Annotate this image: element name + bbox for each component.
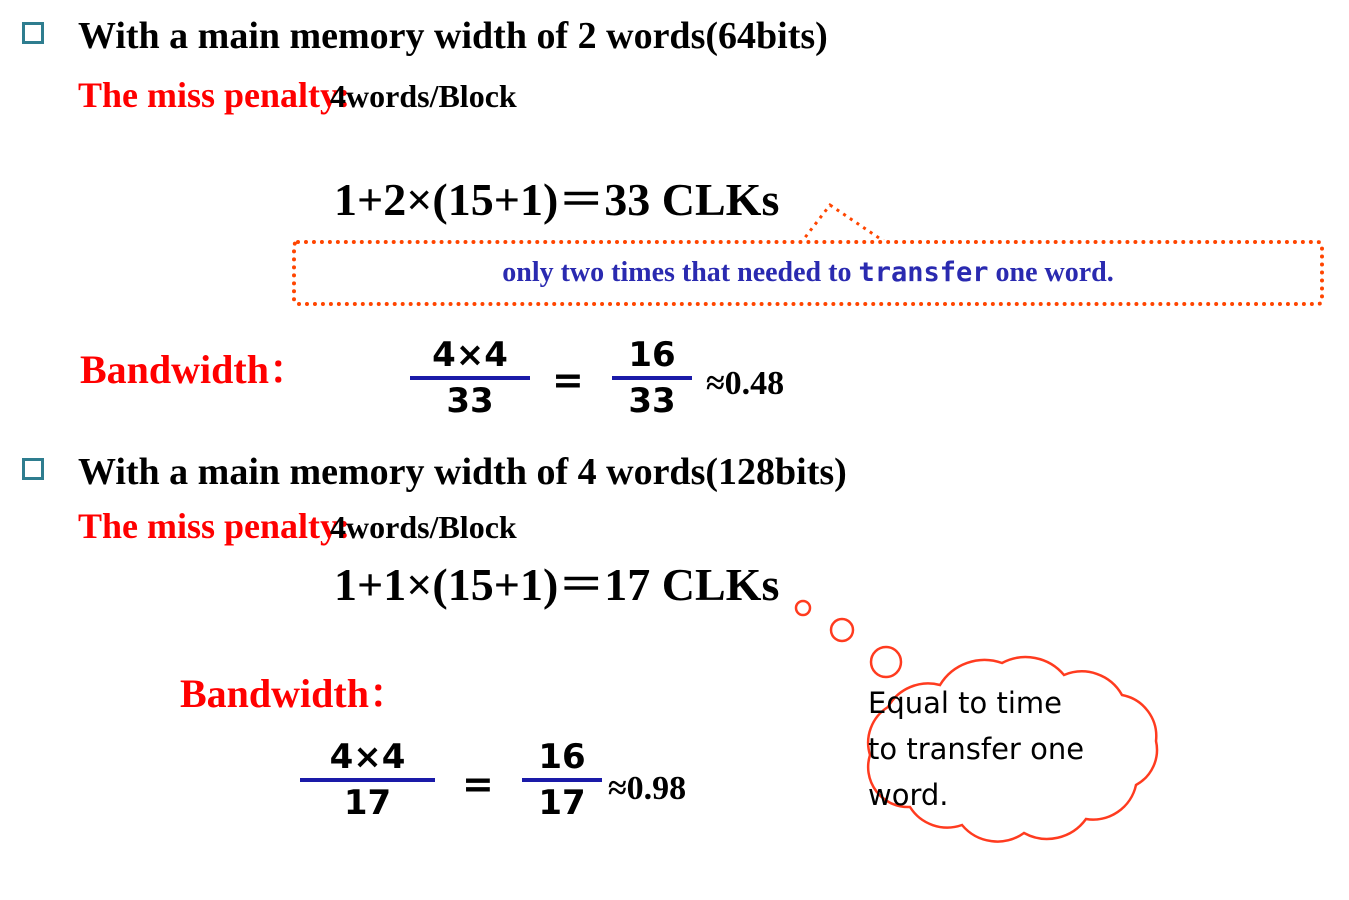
section1-bandwidth-label: Bandwidth： (80, 347, 309, 392)
cloud-text-line1: Equal to time (868, 686, 1063, 720)
callout-text-mono: transfer (858, 257, 989, 288)
callout-text-after: one word. (988, 257, 1114, 288)
section2-heading: With a main memory width of 4 words(128bits) (78, 451, 847, 493)
cloud-callout (780, 580, 1300, 880)
section2-fraction-1 (300, 738, 435, 822)
section1-fraction-1 (410, 336, 530, 420)
section1-fraction-2 (612, 336, 692, 420)
section2-bandwidth-label: Bandwidth： (180, 671, 409, 716)
fraction-bar (300, 778, 435, 782)
fraction-numerator: 4×4 (329, 737, 406, 777)
section1-equation: 1+2×(15+1)＝33 CLKs (334, 174, 780, 225)
cloud-text-line3: word. (868, 778, 949, 812)
section1-heading: With a main memory width of 2 words(64bits) (78, 15, 828, 57)
fraction-numerator: 4×4 (432, 335, 508, 375)
fraction-bar (612, 376, 692, 380)
callout-box (292, 240, 1324, 306)
section1-miss-penalty-label: The miss penalty: (78, 75, 351, 115)
fraction-numerator: 16 (628, 335, 676, 375)
section1-miss-penalty-value: 4words/Block (330, 78, 517, 114)
fraction-denominator: 17 (538, 783, 586, 823)
section1-equals-sign: = (552, 358, 584, 402)
square-bullet-icon (22, 22, 44, 44)
fraction-bar (410, 376, 530, 380)
section2-miss-penalty-value: 4words/Block (330, 509, 517, 545)
callout-text (502, 257, 1113, 289)
section2-fraction-2 (522, 738, 602, 822)
fraction-denominator: 33 (446, 381, 494, 421)
fraction-denominator: 17 (343, 783, 392, 823)
section2-approx-value: ≈0.98 (608, 770, 687, 807)
square-bullet-icon (22, 458, 44, 480)
section2-equation: 1+1×(15+1)＝17 CLKs (334, 559, 780, 610)
fraction-bar (522, 778, 602, 782)
section2-equals-sign: = (462, 762, 494, 806)
section1-approx-value: ≈0.48 (706, 365, 785, 402)
callout-text-before: only two times that needed to (502, 257, 859, 288)
fraction-denominator: 33 (628, 381, 676, 421)
cloud-text-line2: to transfer one (868, 732, 1085, 766)
section2-miss-penalty-label: The miss penalty: (78, 506, 351, 546)
fraction-numerator: 16 (538, 737, 586, 777)
